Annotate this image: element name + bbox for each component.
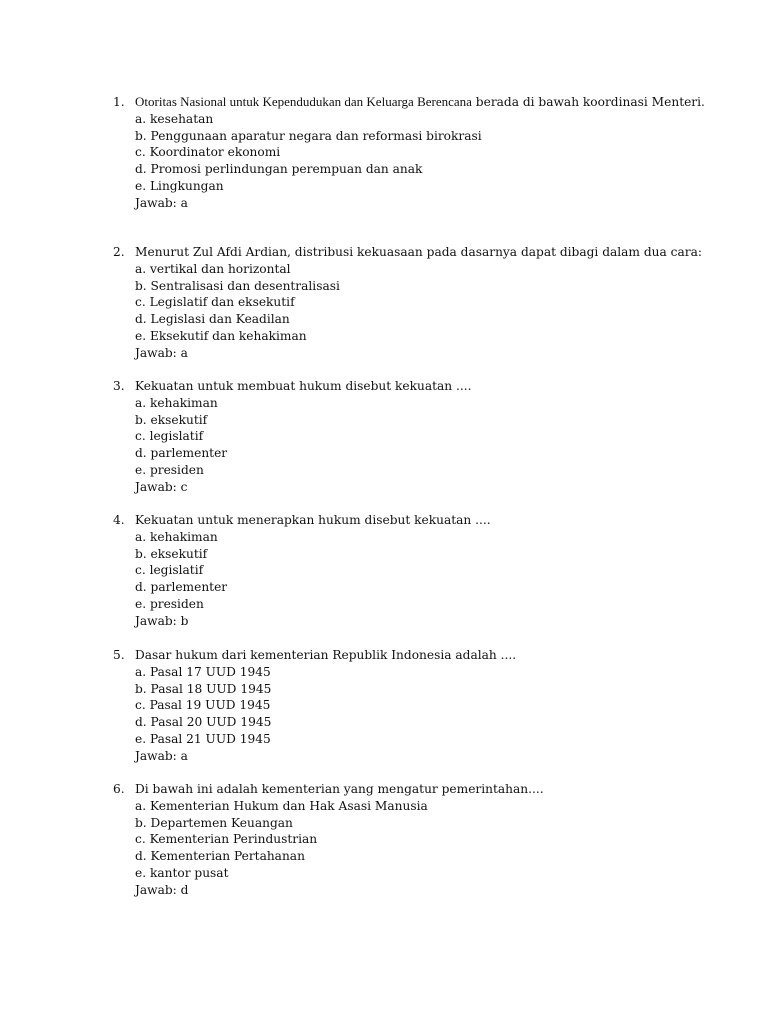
question-text	[135, 94, 753, 111]
answer: Jawab: a	[135, 195, 188, 210]
option-d: d. Kementerian Pertahanan	[135, 849, 305, 864]
option-b: b. Sentralisasi dan desentralisasi	[135, 278, 340, 293]
option-c: c. Pasal 19 UUD 1945	[135, 698, 271, 713]
question-text-prefix: Otoritas Nasional untuk Kependudukan dan Keluarga Berencana	[135, 94, 472, 109]
question-body	[135, 378, 753, 496]
option-a: a. kehakiman	[135, 395, 218, 410]
question-body	[135, 94, 753, 212]
answer: Jawab: a	[135, 345, 188, 360]
question-text: Menurut Zul Afdi Ardian, distribusi kekuasaan pada dasarnya dapat dibagi dalam dua cara:	[135, 245, 702, 259]
option-e: e. Lingkungan	[135, 178, 224, 193]
option-d: d. parlementer	[135, 446, 228, 461]
question-number: 4.	[113, 513, 125, 527]
option-b: b. Pasal 18 UUD 1945	[135, 681, 272, 696]
question-number: 3.	[113, 379, 125, 393]
option-c: c. Koordinator ekonomi	[135, 145, 281, 160]
question-text: Kekuatan untuk membuat hukum disebut kekuatan ....	[135, 379, 472, 393]
question-body	[135, 244, 753, 362]
option-b: b. Penggunaan aparatur negara dan reformasi birokrasi	[135, 128, 482, 143]
option-d: d. Legislasi dan Keadilan	[135, 312, 290, 327]
question-4	[113, 512, 753, 630]
option-e: e. Pasal 21 UUD 1945	[135, 731, 271, 746]
option-b: b. Departemen Keuangan	[135, 815, 293, 830]
question-text-main: berada di bawah koordinasi Menteri.	[471, 95, 705, 109]
answer: Jawab: b	[135, 613, 189, 628]
question-number: 5.	[113, 648, 125, 662]
option-c: c. Kementerian Perindustrian	[135, 832, 318, 847]
question-1	[113, 94, 753, 212]
option-e: e. kantor pusat	[135, 865, 229, 880]
question-3	[113, 378, 753, 496]
option-c: c. Legislatif dan eksekutif	[135, 295, 295, 310]
option-e: e. Eksekutif dan kehakiman	[135, 328, 307, 343]
option-b: b. eksekutif	[135, 546, 208, 561]
question-number: 6.	[113, 782, 125, 796]
option-a: a. vertikal dan horizontal	[135, 261, 291, 276]
option-d: d. Pasal 20 UUD 1945	[135, 715, 272, 730]
option-a: a. kehakiman	[135, 529, 218, 544]
question-2	[113, 244, 753, 362]
option-a: a. Kementerian Hukum dan Hak Asasi Manusia	[135, 798, 428, 813]
option-b: b. eksekutif	[135, 412, 208, 427]
option-c: c. legislatif	[135, 429, 204, 444]
question-body	[135, 512, 753, 630]
question-body	[135, 781, 753, 899]
option-c: c. legislatif	[135, 563, 204, 578]
answer: Jawab: a	[135, 748, 188, 763]
question-text: Kekuatan untuk menerapkan hukum disebut kekuatan ....	[135, 513, 491, 527]
option-e: e. presiden	[135, 596, 204, 611]
question-5	[113, 647, 753, 765]
option-e: e. presiden	[135, 462, 204, 477]
question-text: Dasar hukum dari kementerian Republik Indonesia adalah ....	[135, 648, 517, 662]
option-d: d. parlementer	[135, 580, 228, 595]
option-d: d. Promosi perlindungan perempuan dan anak	[135, 162, 423, 177]
question-6	[113, 781, 753, 899]
question-text: Di bawah ini adalah kementerian yang mengatur pemerintahan....	[135, 782, 544, 796]
answer: Jawab: c	[135, 479, 188, 494]
answer: Jawab: d	[135, 882, 189, 897]
question-number: 1.	[113, 95, 125, 109]
option-a: a. kesehatan	[135, 111, 214, 126]
option-a: a. Pasal 17 UUD 1945	[135, 664, 271, 679]
question-number: 2.	[113, 245, 125, 259]
question-body	[135, 647, 753, 765]
